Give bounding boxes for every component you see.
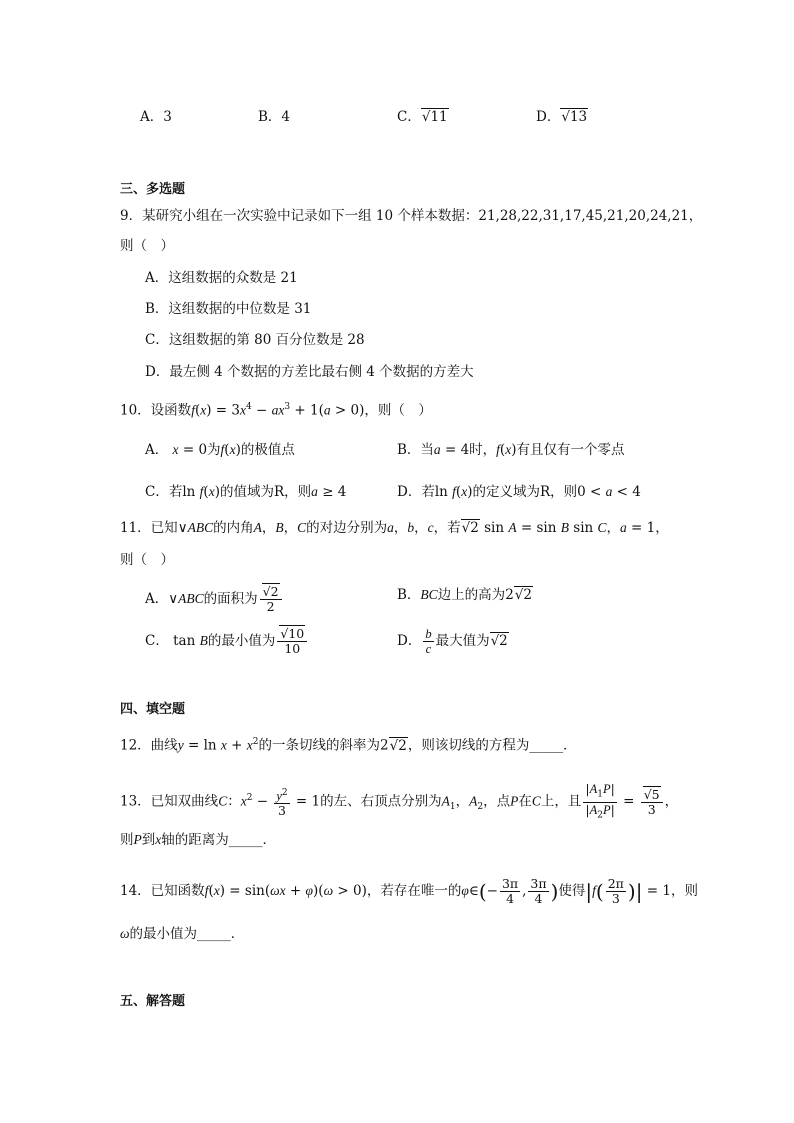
q11-option-b: B．BC边上的高为2√2: [397, 587, 532, 603]
q8-option-c: C．√11: [397, 109, 448, 125]
q10-option-c: C．若ln f(x)的值域为R，则a ≥ 4: [145, 484, 347, 500]
q14-stem-line2: ω的最小值为_____．: [120, 926, 245, 942]
sqrt-11: √11: [421, 109, 448, 125]
q11-option-d: D． $\frac{b}{c}$ 最大值为√2: [397, 627, 508, 656]
q10-option-a: A． x = 0为f(x)的极值点: [145, 442, 295, 458]
q10-option-d: D．若ln f(x)的定义域为R，则0 < a < 4: [397, 484, 641, 500]
q11-option-c: C． tan B的最小值为 $\frac{√10}{10}$: [145, 627, 309, 656]
sqrt-13: √13: [561, 109, 588, 125]
q12-stem: 12．曲线$y = \ln x + x^2$的一条切线的斜率为2√2，则该切线的方程为_____．: [120, 737, 577, 754]
q9-option-b: B．这组数据的中位数是 31: [145, 301, 312, 317]
section-title-multi-choice: 三、多选题: [120, 182, 186, 197]
q11-stem-end: 则（ ）: [120, 552, 174, 568]
q9-stem: 9．某研究小组在一次实验中记录如下一组 10 个样本数据：21,28,22,31,17,45,21,20,24,21，: [120, 208, 703, 224]
q11-stem: 11．已知∨ABC的内角A，B，C的对边分别为a，b，c，若√2 sin A = sin B sin C，a = 1，: [120, 520, 669, 536]
q14-stem: 14．已知函数f(x) = sin(ωx + φ)(ω > 0)，若存在唯一的φ∈(− $\frac{3\pi}{4}$ , $\frac{3\pi}{4}$ )使得|f( $\frac{2\pi}{3}$ )| = 1，则: [120, 876, 698, 906]
q11-option-a: A．∨ABC的面积为 $\frac{√2}{2}$: [145, 585, 284, 614]
q9-option-c: C．这组数据的第 80 百分位数是 28: [145, 332, 365, 348]
q8-option-d: D．√13: [536, 109, 588, 125]
q8-option-a: A．3: [140, 109, 172, 125]
q13-stem-line2: 则P到x轴的距离为_____．: [120, 832, 276, 848]
section-title-solutions: 五、解答题: [120, 994, 186, 1009]
q10-option-b: B．当a = 4时，f(x)有且仅有一个零点: [397, 442, 625, 458]
q13-stem: 13．已知双曲线C：$x^2$ − $\frac{y^2}{3}$ = 1的左、右顶点分别为$A_1$，$A_2$，点P在C上，且 $\frac{|A_1P|}{|A_2P|}$ = $\frac{√5}{3}$ ，: [120, 781, 679, 820]
q9-stem-end: 则（ ）: [120, 238, 174, 254]
q10-stem: 10．设函数$f(x) = 3x^4 - ax^3 + 1(a > 0)$，则（ ）: [120, 402, 432, 419]
q8-option-b: B．4: [258, 109, 291, 125]
q9-option-a: A．这组数据的众数是 21: [145, 270, 298, 286]
section-title-fill-in: 四、填空题: [120, 702, 186, 717]
q9-option-d: D．最左侧 4 个数据的方差比最右侧 4 个数据的方差大: [145, 364, 474, 380]
